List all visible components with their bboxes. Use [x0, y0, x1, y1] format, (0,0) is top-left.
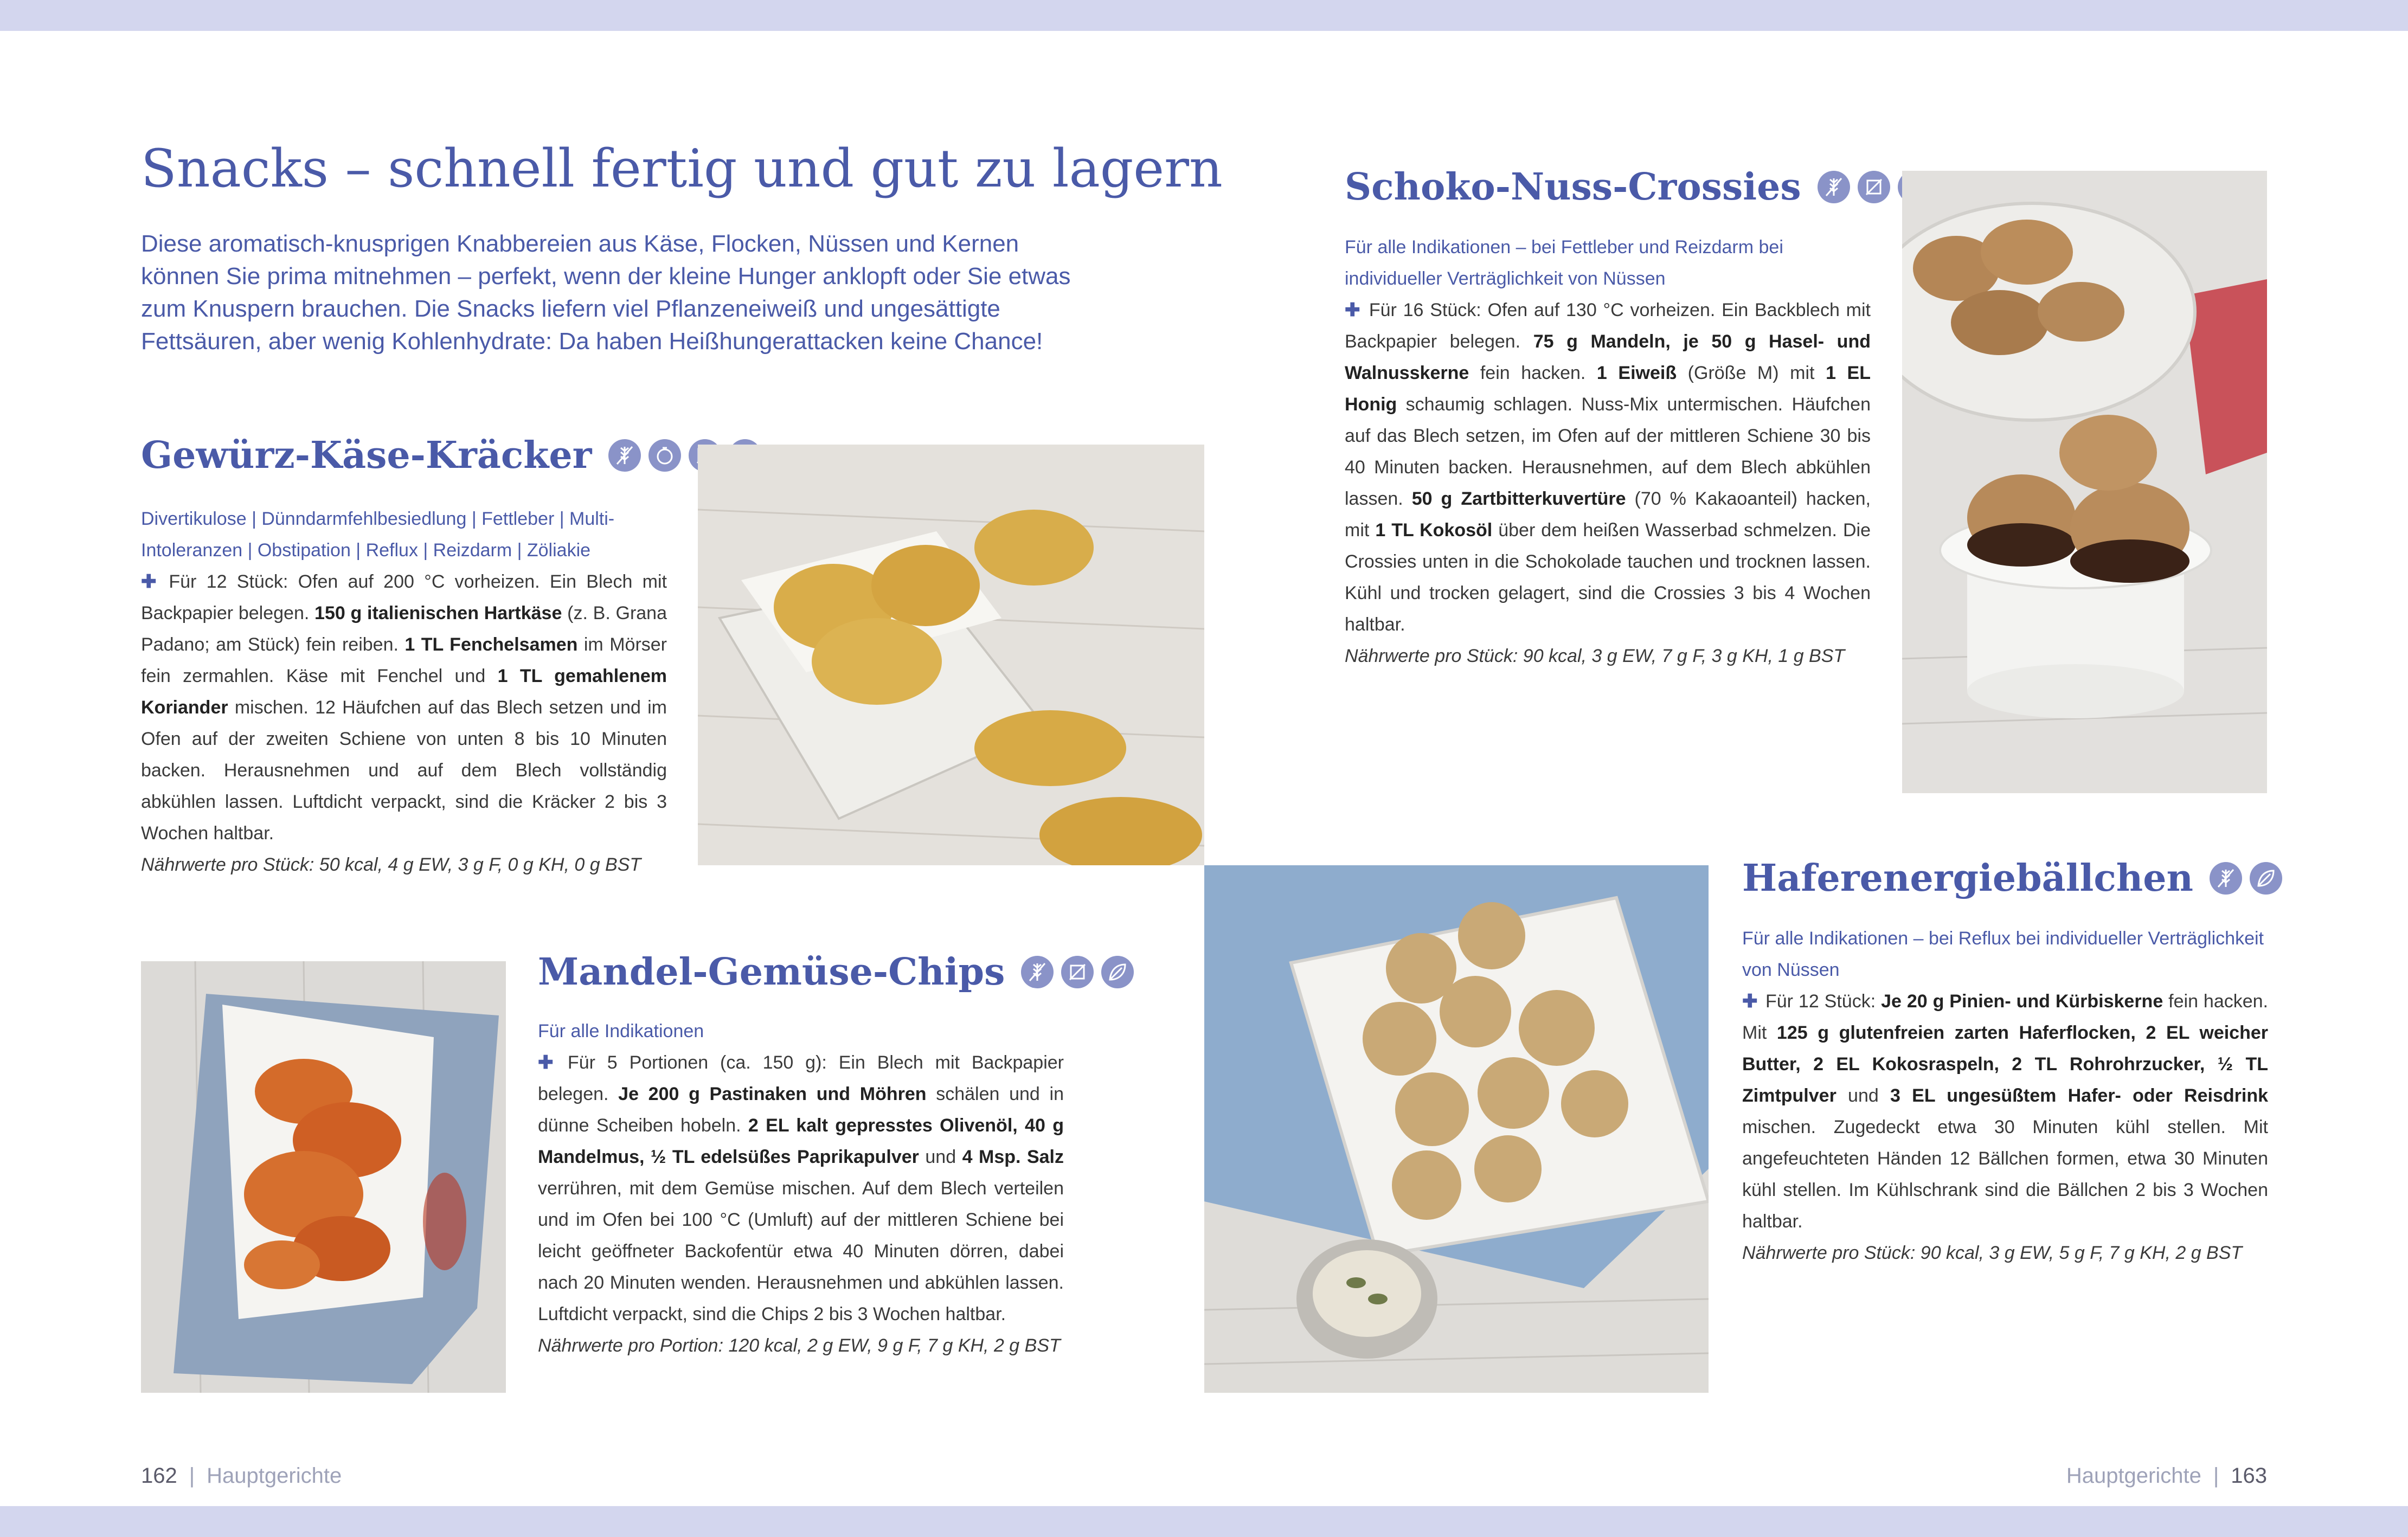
bottom-color-band — [0, 1506, 2408, 1537]
folio-right — [2066, 1464, 2267, 1488]
vegan-icon — [2250, 862, 2282, 895]
section-name-right: Hauptgerichte — [2066, 1464, 2201, 1488]
recipe-instructions: ✚ Für 12 Stück: Je 20 g Pinien- und Kürbiskerne fein hacken. Mit 125 g glutenfreien zarten Haferflocken, 2 EL weicher Butter, 2 EL Kokosraspeln, 2 TL Rohrohrzucker, ½ TL Zimtpulver und 3 EL ungesüßtem Hafer- oder Reisdrink mischen. Zugedeckt etwa 30 Minuten kühl stellen. Mit angefeuchteten Händen 12 Bällchen formen, etwa 30 Minuten kühl stellen. Im Kühlschrank sind die Bällchen 2 bis 3 Wochen haltbar. — [1742, 991, 2269, 1232]
recipe-title-text: Mandel-Gemüse-Chips — [538, 950, 1005, 994]
recipe-indications: Divertikulose | Dünndarmfehlbesiedlung | Fettleber | Multi-Intoleranzen | Obstipation | Reflux | Reizdarm | Zöliakie — [141, 509, 615, 561]
recipe-title — [1742, 857, 2268, 900]
recipe-title-text: Gewürz-Käse-Kräcker — [141, 434, 592, 477]
recipe-instructions: ✚ Für 12 Stück: Ofen auf 200 °C vorheizen. Ein Blech mit Backpapier belegen. 150 g italienischen Hartkäse (z. B. Grana Padano; am Stück) fein reiben. 1 TL Fenchelsamen im Mörser fein zermahlen. Käse mit Fenchel und 1 TL gemahlenem Koriander mischen. 12 Häufchen auf das Blech setzen und im Ofen auf der zweiten Schiene von unten 8 bis 10 Minuten backen. Herausnehmen und auf dem Blech vollständig abkühlen lassen. Luftdicht verpackt, sind die Kräcker 2 bis 3 Wochen haltbar. — [141, 571, 667, 844]
page-number-left: 162 — [141, 1464, 177, 1488]
lactose-icon — [648, 439, 681, 472]
folio-separator: | — [2213, 1464, 2219, 1488]
gluten-free-icon — [1818, 171, 1850, 203]
section-name-left: Hauptgerichte — [207, 1464, 342, 1488]
recipe-icons — [1021, 956, 1134, 988]
recipe-title-text: Schoko-Nuss-Crossies — [1345, 165, 1801, 209]
gluten-free-icon — [1021, 956, 1054, 988]
recipe-nutrition: Nährwerte pro Portion: 120 kcal, 2 g EW, 9 g F, 7 g KH, 2 g BST — [538, 1335, 1061, 1356]
page-title: Snacks – schnell fertig und gut zu lagern — [141, 138, 1223, 199]
page-number-right: 163 — [2231, 1464, 2267, 1488]
gluten-free-icon — [2210, 862, 2242, 895]
photo-mandel-chips — [141, 961, 506, 1393]
recipe-indications: Für alle Indikationen – bei Fettleber und Reizdarm bei individueller Verträglichkeit von Nüssen — [1345, 237, 1783, 289]
recipe-schoko-crossies — [1345, 165, 1871, 672]
plus-icon: ✚ — [1742, 991, 1758, 1012]
recipe-nutrition: Nährwerte pro Stück: 90 kcal, 3 g EW, 7 g F, 3 g KH, 1 g BST — [1345, 646, 1845, 666]
photo-kaese-kraecker — [698, 445, 1204, 865]
plus-icon: ✚ — [1345, 300, 1362, 320]
recipe-indications: Für alle Indikationen — [538, 1021, 704, 1041]
folio-separator: | — [189, 1464, 195, 1488]
top-color-band — [0, 0, 2408, 31]
recipe-title-text: Haferenergiebällchen — [1742, 857, 2193, 900]
fructose-free-icon — [1858, 171, 1890, 203]
recipe-instructions: ✚ Für 16 Stück: Ofen auf 130 °C vorheizen. Ein Backblech mit Backpapier belegen. 75 g Mandeln, je 50 g Hasel- und Walnusskerne fein hacken. 1 Eiweiß (Größe M) mit 1 EL Honig schaumig schlagen. Nuss-Mix untermischen. Häufchen auf das Blech setzen, im Ofen auf der mittleren Schiene 30 bis 40 Minuten backen. Herausnehmen, auf dem Blech abkühlen lassen. 50 g Zartbitterkuvertüre (70 % Kakaoanteil) hacken, mit 1 TL Kokosöl über dem heißen Wasserbad schmelzen. Die Crossies unten in die Schokolade tauchen und trocknen lassen. Kühl und trocken gelagert, sind die Crossies 3 bis 4 Wochen haltbar. — [1345, 300, 1871, 635]
recipe-kaese-kraecker — [141, 434, 667, 880]
recipe-haferenergieballchen — [1742, 857, 2268, 1269]
photo-schoko-crossies — [1902, 171, 2267, 793]
recipe-indications: Für alle Indikationen – bei Reflux bei individueller Verträglichkeit von Nüssen — [1742, 928, 2264, 980]
intro-paragraph: Diese aromatisch-knusprigen Knabbereien aus Käse, Flocken, Nüssen und Kernen können Sie prima mitnehmen – perfekt, wenn der kleine Hunger anklopft oder Sie etwas zum Knuspern brauchen. Die Snacks liefern viel Pflanzeneiweiß und ungesättigte Fettsäuren, aber wenig Kohlenhydrate: Da haben Heißhungerattacken keine Chance! — [141, 230, 1071, 355]
gluten-free-icon — [608, 439, 641, 472]
recipe-title — [141, 434, 667, 477]
vegan-icon — [1101, 956, 1134, 988]
recipe-title — [538, 950, 1064, 994]
plus-icon: ✚ — [538, 1052, 560, 1073]
recipe-mandel-chips — [538, 950, 1064, 1361]
recipe-nutrition: Nährwerte pro Stück: 50 kcal, 4 g EW, 3 g F, 0 g KH, 0 g BST — [141, 854, 641, 875]
recipe-icons — [2210, 862, 2282, 895]
recipe-nutrition: Nährwerte pro Stück: 90 kcal, 3 g EW, 5 g F, 7 g KH, 2 g BST — [1742, 1243, 2243, 1263]
plus-icon: ✚ — [141, 571, 162, 592]
fructose-free-icon — [1061, 956, 1094, 988]
folio-left — [141, 1464, 342, 1488]
recipe-instructions: ✚ Für 5 Portionen (ca. 150 g): Ein Blech mit Backpapier belegen. Je 200 g Pastinaken und Möhren schälen und in dünne Scheiben hobeln. 2 EL kalt gepresstes Olivenöl, 40 g Mandelmus, ½ TL edelsüßes Paprikapulver und 4 Msp. Salz verrühren, mit dem Gemüse mischen. Auf dem Blech verteilen und im Ofen bei 100 °C (Umluft) auf der mittleren Schiene bei leicht geöffneter Backofentür etwa 40 Minuten dörren, dabei nach 20 Minuten wenden. Herausnehmen und abkühlen lassen. Luftdicht verpackt, sind die Chips 2 bis 3 Wochen haltbar. — [538, 1052, 1064, 1324]
photo-haferenergieballchen — [1204, 865, 1709, 1393]
recipe-title — [1345, 165, 1871, 209]
